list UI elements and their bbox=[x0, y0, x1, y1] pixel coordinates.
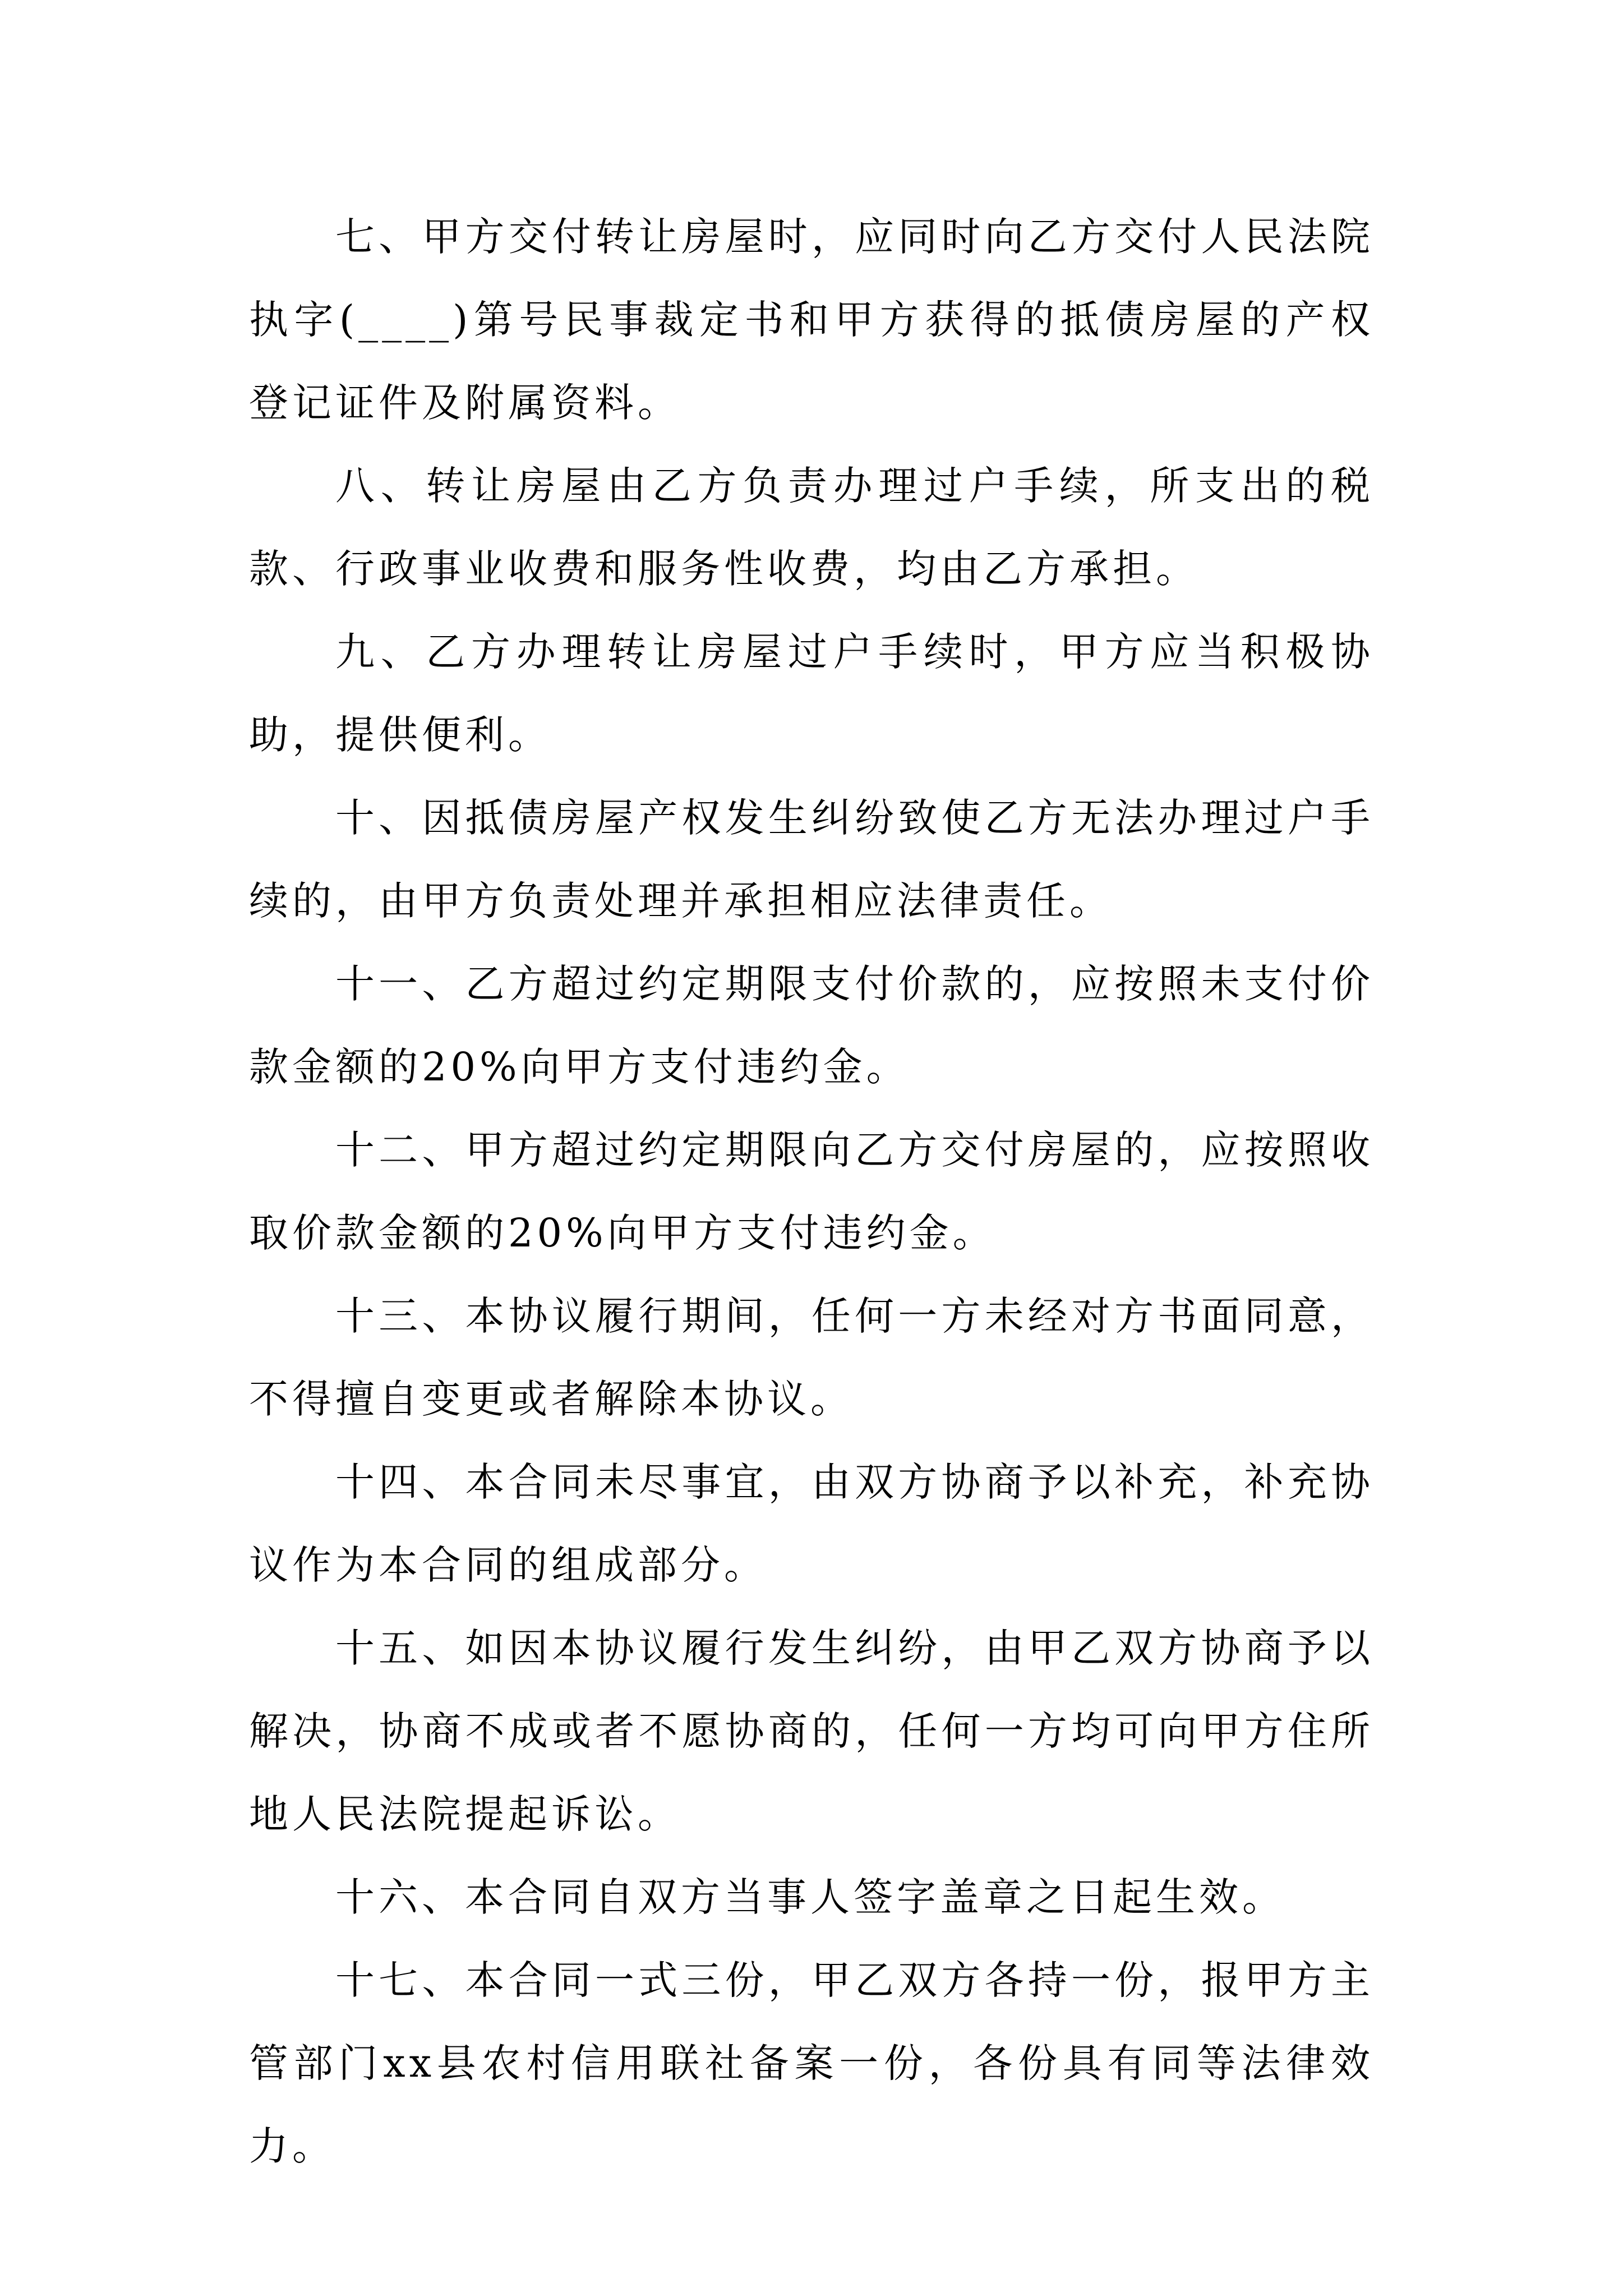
clause-13: 十三、本协议履行期间，任何一方未经对方书面同意，不得擅自变更或者解除本协议。 bbox=[249, 1293, 1374, 1422]
clause-9: 九、乙方办理转让房屋过户手续时，甲方应当积极协助，提供便利。 bbox=[249, 629, 1374, 758]
contract-body bbox=[249, 195, 1374, 2188]
clause-15: 十五、如因本协议履行发生纠纷，由甲乙双方协商予以解决，协商不成或者不愿协商的，任何一方均可向甲方住所地人民法院提起诉讼。 bbox=[249, 1625, 1374, 1837]
clause-14: 十四、本合同未尽事宜，由双方协商予以补充，补充协议作为本合同的组成部分。 bbox=[249, 1459, 1374, 1588]
clause-11: 十一、乙方超过约定期限支付价款的，应按照未支付价款金额的20%向甲方支付违约金。 bbox=[249, 961, 1374, 1090]
clause-7: 七、甲方交付转让房屋时，应同时向乙方交付人民法院执字(____)第号民事裁定书和甲方获得的抵债房屋的产权登记证件及附属资料。 bbox=[249, 214, 1374, 426]
clause-17: 十七、本合同一式三份，甲乙双方各持一份，报甲方主管部门xx县农村信用联社备案一份，各份具有同等法律效力。 bbox=[249, 1957, 1374, 2169]
clause-12: 十二、甲方超过约定期限向乙方交付房屋的，应按照收取价款金额的20%向甲方支付违约金。 bbox=[249, 1127, 1374, 1256]
clause-10: 十、因抵债房屋产权发生纠纷致使乙方无法办理过户手续的，由甲方负责处理并承担相应法律责任。 bbox=[249, 795, 1374, 924]
clause-16: 十六、本合同自双方当事人签字盖章之日起生效。 bbox=[335, 1874, 1285, 1920]
clause-8: 八、转让房屋由乙方负责办理过户手续，所支出的税款、行政事业收费和服务性收费，均由乙方承担。 bbox=[249, 463, 1374, 592]
